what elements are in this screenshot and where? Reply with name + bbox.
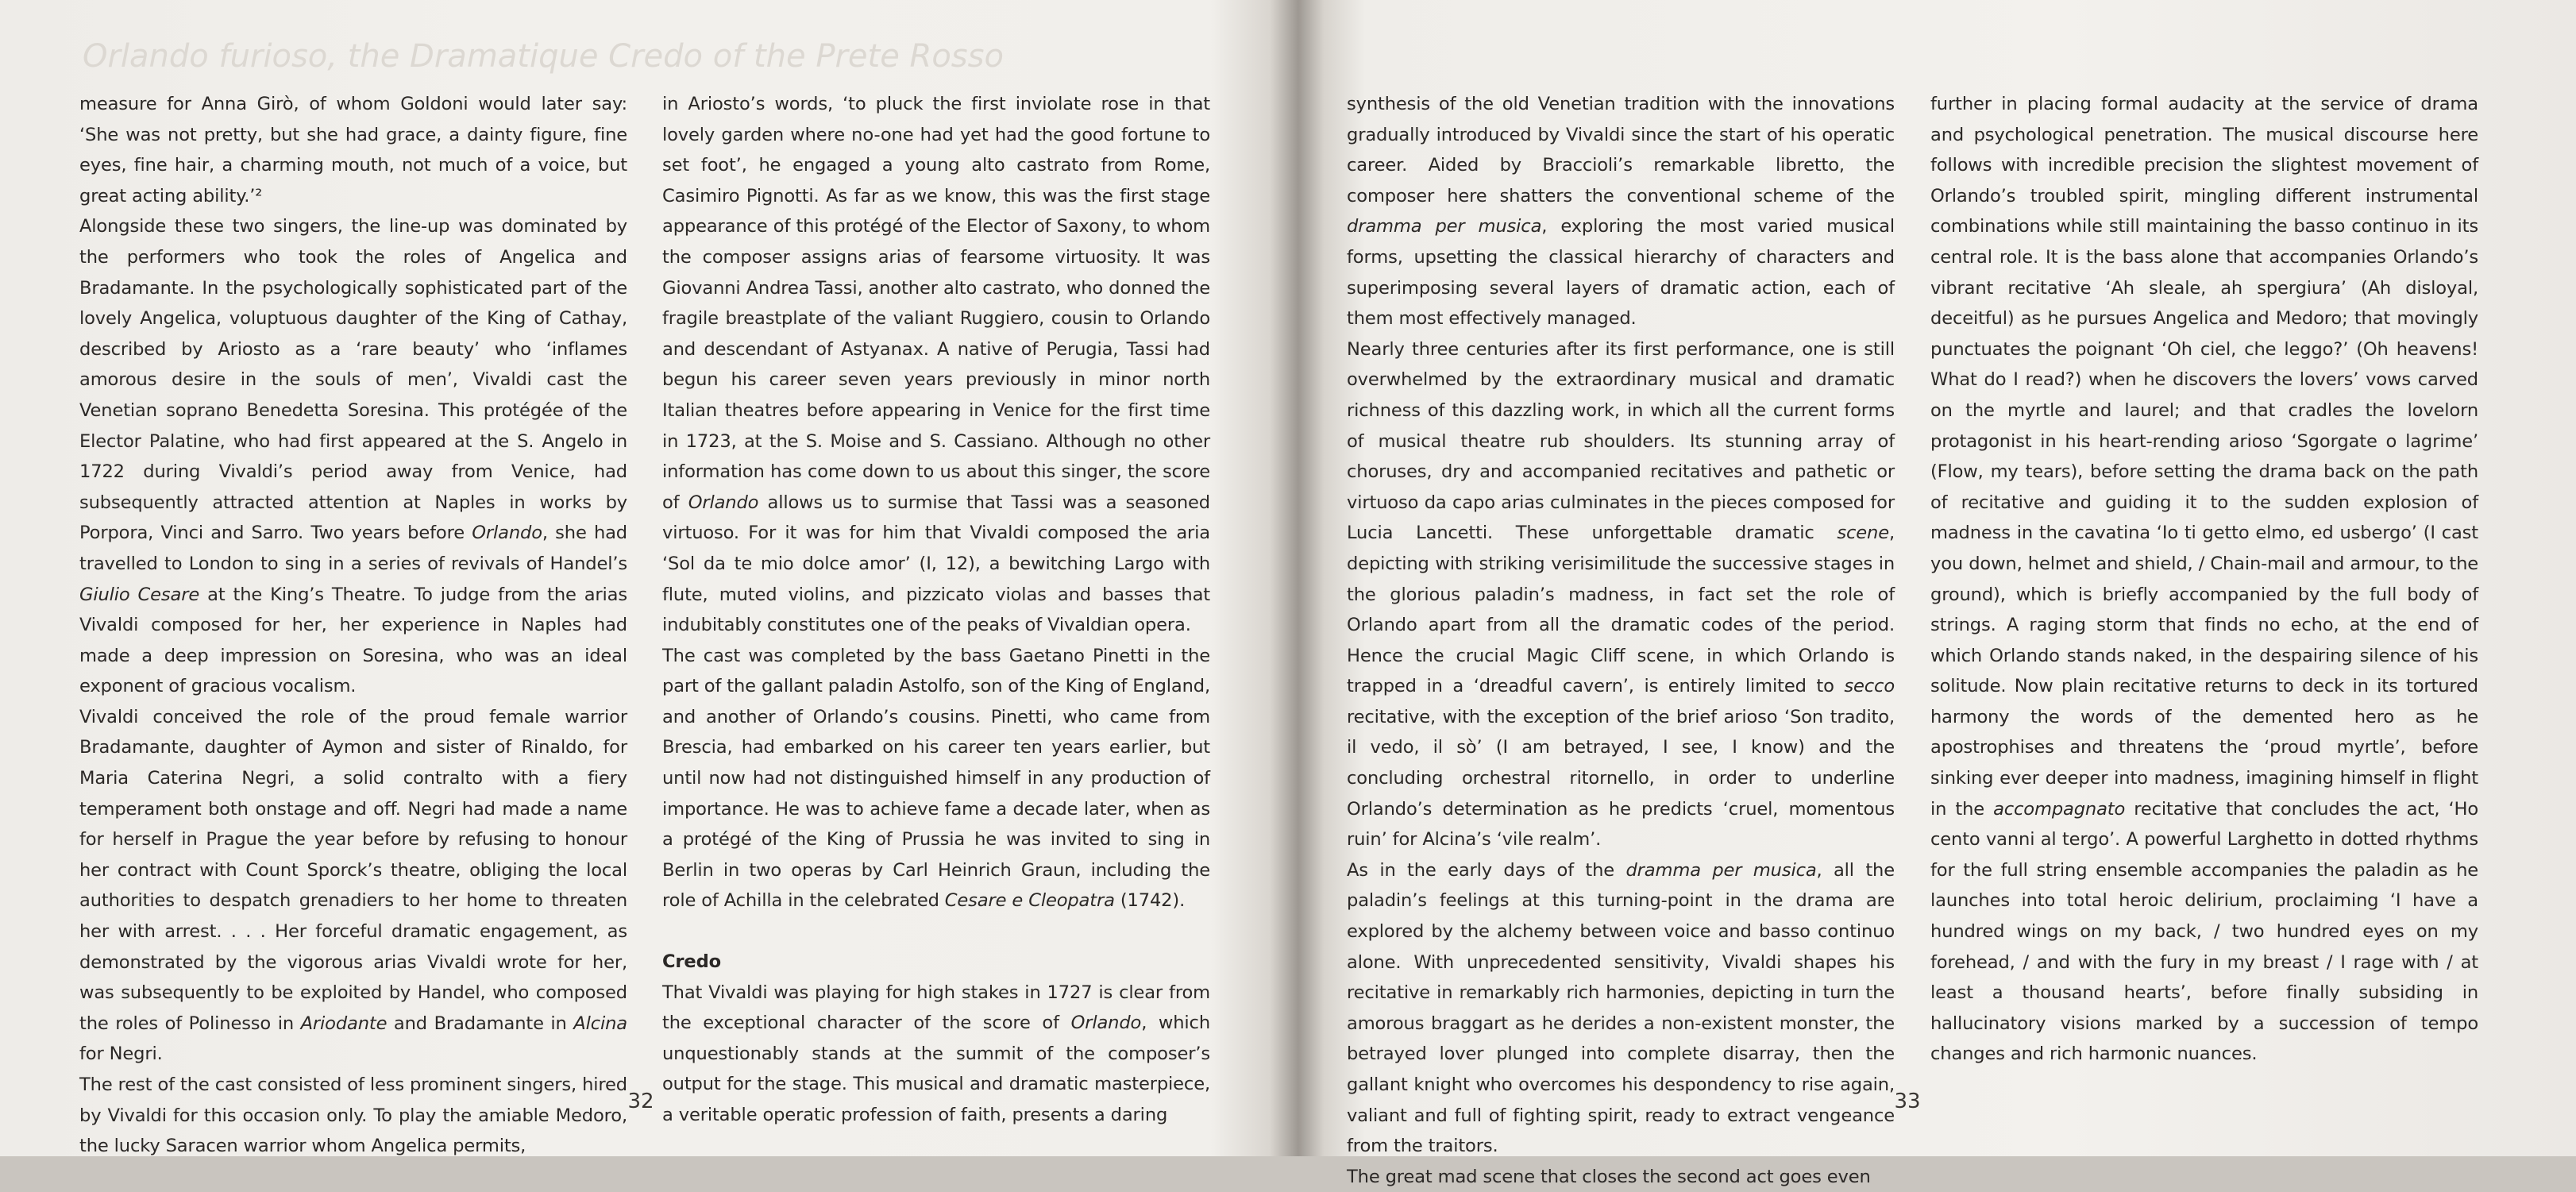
paragraph: That Vivaldi was playing for high stakes in 1727 is clear from the exceptional character of the score of Orlando, which unquestionably stands at the summit of the composer’s output for the stage. This musical and dramatic masterpiece, a veritable operatic profession of faith, presents a daring (662, 982, 1210, 1125)
left-page (0, 0, 1278, 1156)
paragraph: Alongside these two singers, the line-up was dominated by the performers who took the roles of Angelica and Bradamante. In the psychologically sophisticated part of the lovely Angelica, voluptuous daughter of the King of Cathay, described by Ariosto as a ‘rare beauty’ who ‘inflames amorous desire in the souls of men’, Vivaldi cast the Venetian soprano Benedetta Soresina. This protégée of the Elector Palatine, who had first appeared at the S. Angelo in 1722 during Vivaldi’s period away from Venice, had subsequently attracted attention at Naples in works by Porpora, Vinci and Sarro. Two years before Orlando, she had travelled to London to sing in a series of revivals of Handel’s Giulio Cesare at the King’s Theatre. To judge from the arias Vivaldi composed for her, her experience in Naples had made a deep impression on Soresina, who was an ideal exponent of gracious vocalism. (79, 216, 627, 697)
paragraph: The cast was completed by the bass Gaetano Pinetti in the part of the gallant paladin Astolfo, son of the King of England, and another of Orlando’s cousins. Pinetti, who came from Brescia, had embarked on his career ten years earlier, but until now had not distinguished himself in any production of importance. He was to achieve fame a decade later, when as a protégé of the King of Prussia he was invited to sing in Berlin in two operas by Carl Heinrich Graun, including the role of Achilla in the celebrated Cesare e Cleopatra (1742). (662, 645, 1210, 912)
paragraph: Nearly three centuries after its first performance, one is still overwhelmed by the extraordinary musical and dramatic richness of this dazzling work, in which all the current forms of musical theatre rub shoulders. Its stunning array of choruses, dry and accompanied recitatives and pathetic or virtuoso da capo arias culminates in the pieces composed for Lucia Lancetti. These unforgettable dramatic scene, depicting with striking verisimilitude the successive stages in the glorious paladin’s madness, in fact set the role of Orlando apart from all the dramatic codes of the period. Hence the crucial Magic Cliff scene, in which Orlando is trapped in a ‘dreadful cavern’, is entirely limited to secco recitative, with the exception of the brief arioso ‘Son tradito, il vedo, il sò’ (I am betrayed, I see, I know) and the concluding orchestral ritornello, in order to underline Orlando’s determination as he predicts ‘cruel, momentous ruin’ for Alcina’s ‘vile realm’. (1347, 338, 1895, 851)
paragraph: The rest of the cast consisted of less prominent singers, hired by Vivaldi for this occasion only. To play the amiable Medoro, the lucky Saracen warrior whom Angelica permits, (79, 1074, 627, 1157)
paragraph: Vivaldi conceived the role of the proud female warrior Bradamante, daughter of Aymon and sister of Rinaldo, for Maria Caterina Negri, a solid contralto with a fiery temperament both onstage and off. Negri had made a name for herself in Prague the year before by refusing to honour her contract with Count Sporck’s theatre, obliging the local authorities to despatch grenadiers to her home to threaten her with arrest. . . . Her forceful dramatic engagement, as demonstrated by the vigorous arias Vivaldi wrote for her, was subsequently to be exploited by Handel, who composed the roles of Polinesso in Ariodante and Bradamante in Alcina for Negri. (79, 706, 627, 1065)
right-page (1298, 0, 2576, 1187)
paragraph: in Ariosto’s words, ‘to pluck the first inviolate rose in that lovely garden where no-one had yet had the good fortune to set foot’, he engaged a young alto castrato from Rome, Casimiro Pignotti. As far as we know, this was the first stage appearance of this protégé of the Elector of Saxony, to whom the composer assigns arias of fearsome virtuosity. It was Giovanni Andrea Tassi, another alto castrato, who donned the fragile breastplate of the valiant Ruggiero, cousin to Orlando and descendant of Astyanax. A native of Perugia, Tassi had begun his career seven years previously in minor north Italian theatres before appearing in Venice for the first time in 1723, at the S. Moise and S. Cassiano. Although no other information has come down to us about this singer, the score of Orlando allows us to surmise that Tassi was a seasoned virtuoso. For it was for him that Vivaldi composed the aria ‘Sol da te mio dolce amor’ (I, 12), a bewitching Largo with flute, muted violins, and pizzicato violas and basses that indubitably constitutes one of the peaks of Vivaldian opera. (662, 94, 1210, 636)
paragraph: synthesis of the old Venetian tradition with the innovations gradually introduced by Vivaldi since the start of his operatic career. Aided by Braccioli’s remarkable libretto, the composer here shatters the conventional scheme of the dramma per musica, exploring the most varied musical forms, upsetting the classical hierarchy of characters and superimposing several layers of dramatic action, each of them most effectively managed. (1347, 94, 1895, 330)
section-heading: Credo (662, 951, 721, 973)
right-column-2 (1930, 89, 2478, 1070)
right-column-1 (1347, 89, 1895, 1192)
paragraph: measure for Anna Girò, of whom Goldoni would later say: ‘She was not pretty, but she had grace, a dainty figure, fine eyes, fine hair, a charming mouth, not much of a voice, but great acting ability.’² (79, 94, 627, 206)
page-number: 33 (1894, 1090, 1921, 1113)
paragraph: As in the early days of the dramma per musica, all the paladin’s feelings at this turning-point in the drama are explored by the alchemy between voice and basso continuo alone. With unprecedented sensitivity, Vivaldi shapes his recitative in remarkably rich harmonies, depicting in turn the amorous braggart as he derides a non-existent monster, the betrayed lover plunged into complete disarray, then the gallant knight who overcomes his despondency to rise again, valiant and full of fighting spirit, ready to extract vengeance from the traitors. (1347, 859, 1895, 1157)
paragraph: The great mad scene that closes the second act goes even (1347, 1166, 1871, 1187)
running-header: Orlando furioso, the Dramatique Credo of the Prete Rosso (83, 38, 1004, 75)
left-column-1 (79, 89, 627, 1162)
page-number: 32 (627, 1090, 654, 1113)
paragraph: further in placing formal audacity at the service of drama and psychological penetration. The musical discourse here follows with incredible precision the slightest movement of Orlando’s troubled spirit, mingling different instrumental combinations while still maintaining the basso continuo in its central role. It is the bass alone that accompanies Orlando’s vibrant recitative ‘Ah sleale, ah spergiura’ (Ah disloyal, deceitful) as he pursues Angelica and Medoro; that movingly punctuates the poignant ‘Oh ciel, che leggo?’ (Oh heavens! What do I read?) when he discovers the lovers’ vows carved on the myrtle and laurel; and that cradles the lovelorn protagonist in his heart-rending arioso ‘Sgorgate o lagrime’ (Flow, my tears), before setting the drama back on the path of recitative and guiding it to the sudden explosion of madness in the cavatina ‘Io ti getto elmo, ed usbergo’ (I cast you down, helmet and shield, / Chain-mail and armour, to the ground), which is briefly accompanied by the full body of strings. A raging storm that finds no echo, at the end of which Orlando stands naked, in the despairing silence of his solitude. Now plain recitative returns to deck in its tortured harmony the words of the demented hero as he apostrophises and threatens the ‘proud myrtle’, before sinking ever deeper into madness, imagining himself in flight in the accompagnato recitative that concludes the act, ‘Ho cento vanni al tergo’. A powerful Larghetto in dotted rhythms for the full string ensemble accompanies the paladin as he launches into total heroic delirium, proclaiming ‘I have a hundred wings on my back, / two hundred eyes on my forehead, / and with the fury in my breast / I rage with / at least a thousand hearts’, before finally subsiding in hallucinatory visions marked by a succession of tempo changes and rich harmonic nuances. (1930, 94, 2478, 1065)
left-column-2 (662, 89, 1210, 1131)
